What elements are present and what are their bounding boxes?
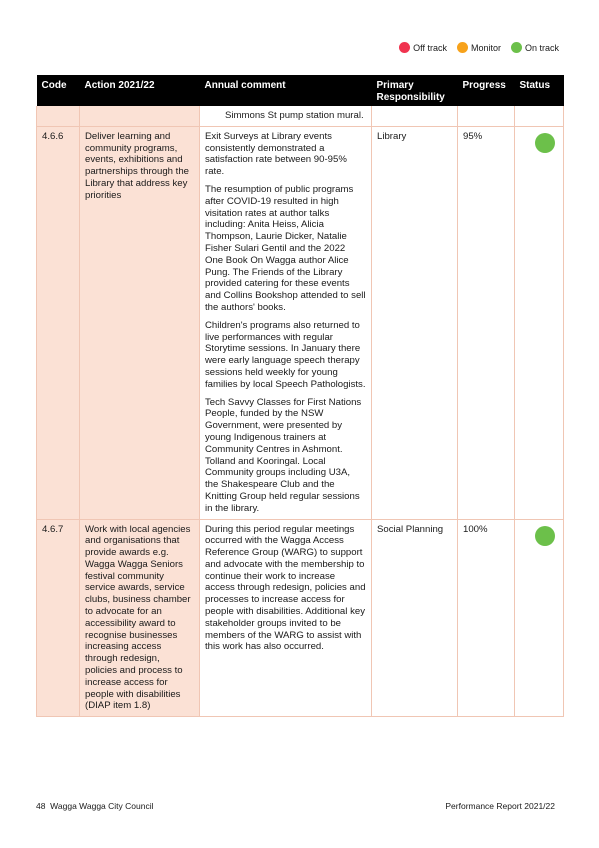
header-code: Code xyxy=(37,75,80,106)
status-legend xyxy=(399,42,559,53)
continuation-text: Simmons St pump station mural. xyxy=(225,110,364,121)
row-progress: 95% xyxy=(458,126,515,519)
comment-paragraph: Children's programs also returned to live performances with regular Storytime sessions. In January there were early language speech therapy sessions held weekly for young families by local Speech Pathologists. xyxy=(205,319,366,390)
row-comment xyxy=(200,519,372,717)
row-comment xyxy=(200,126,372,519)
table-row xyxy=(37,519,564,717)
comment-paragraph: Tech Savvy Classes for First Nations People, funded by the NSW Government, were presented by young Indigenous trainers at Community Centres in Ashmont. Tolland and Kooringal. Local Community groups including U3A, the Shakespeare Club and the Knitting Group held regular sessions in the library. xyxy=(205,396,362,514)
comment-paragraph: Exit Surveys at Library events consistently demonstrated a satisfaction rate between 90-95% rate. xyxy=(205,130,347,178)
header-progress: Progress xyxy=(458,75,515,106)
row-action: Deliver learning and community programs, events, exhibitions and partnerships through the Library that address key priorities xyxy=(80,126,200,519)
header-responsibility: Primary Responsibility xyxy=(372,75,458,106)
table-row xyxy=(37,126,564,519)
legend-item-monitor xyxy=(457,42,501,53)
continuation-row xyxy=(37,106,564,126)
performance-table xyxy=(36,75,564,717)
row-progress: 100% xyxy=(458,519,515,717)
legend-label: On track xyxy=(524,42,559,53)
row-code: 4.6.6 xyxy=(37,126,80,519)
header-action: Action 2021/22 xyxy=(80,75,200,106)
legend-label: Monitor xyxy=(470,42,501,53)
on-track-status-icon xyxy=(535,133,555,153)
comment-paragraph: The resumption of public programs after COVID-19 resulted in high visitation rates at author talks including: Anita Heiss, Alicia Thompson, Laurie Dicker, Natalie Fisher Sulari Gentil and the 2022 One Book On Wagga author Alice Pung. The Friends of the Library provided catering for these events and Collins Bookshop attended to sell the authors' books. xyxy=(205,183,366,313)
legend-label: Off track xyxy=(413,42,447,53)
row-status xyxy=(515,519,564,717)
legend-item-on-track xyxy=(511,42,559,53)
row-code: 4.6.7 xyxy=(37,519,80,717)
row-responsibility: Social Planning xyxy=(372,519,458,717)
row-status xyxy=(515,126,564,519)
on-track-status-icon xyxy=(535,526,555,546)
header-status: Status xyxy=(515,75,564,106)
off-track-dot-icon xyxy=(399,42,410,53)
footer-page-info: 48 Wagga Wagga City Council xyxy=(36,801,154,811)
header-comment: Annual comment xyxy=(200,75,372,106)
table-header-row xyxy=(37,75,564,106)
comment-paragraph: During this period regular meetings occurred with the Wagga Access Reference Group (WARG) to support and advocate with the membership to continue their work to increase access through redesign, policies and processes to increase access for people with disabilities. Additional key stakeholder groups invited to be members of the WARG to assist with this work has also occurred. xyxy=(205,523,366,653)
legend-item-off-track xyxy=(399,42,447,53)
footer-report-title: Performance Report 2021/22 xyxy=(445,801,555,811)
monitor-dot-icon xyxy=(457,42,468,53)
row-action: Work with local agencies and organisations that provide awards e.g. Wagga Wagga Seniors festival community service awards, service clubs, business chamber to advocate for an accessibility award to recognise businesses increasing access through redesign, policies and process to increase access for people with disabilities (DIAP item 1.8) xyxy=(80,519,200,717)
row-responsibility: Library xyxy=(372,126,458,519)
on-track-dot-icon xyxy=(511,42,522,53)
